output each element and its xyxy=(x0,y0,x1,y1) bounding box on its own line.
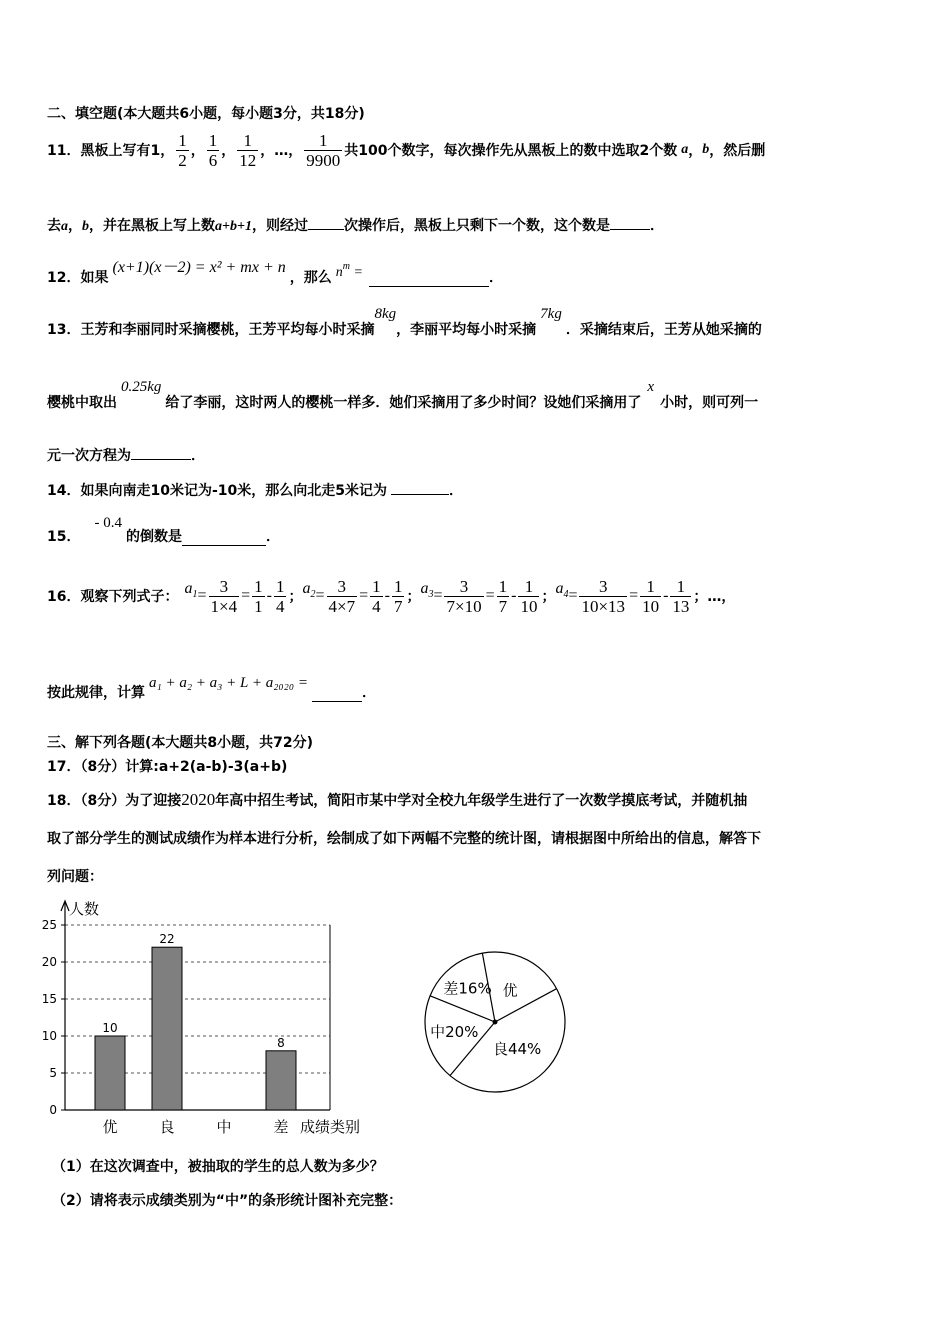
question-text: 王芳和李丽同时采摘樱桃，王芳平均每小时采摘 xyxy=(80,322,375,338)
separator: ， xyxy=(221,143,236,159)
separator: ， xyxy=(190,143,205,159)
var-b: b xyxy=(702,142,710,157)
value-0.25kg: 0.25kg xyxy=(121,379,162,395)
question-text: 如果向南走10米记为-10米，那么向北走5米记为 xyxy=(80,483,387,499)
comma: ， xyxy=(68,218,82,234)
bar-data-label: 10 xyxy=(102,1021,118,1035)
period: ． xyxy=(361,685,376,701)
sum-expression: a₁ + a₂ + a₃ + L + a₂₀₂₀ = xyxy=(149,675,308,691)
section-2-heading: 二、填空题(本大题共6小题，每小题3分，共18分) xyxy=(47,106,365,122)
bar-data-label: 8 xyxy=(277,1035,285,1050)
var-a: a xyxy=(61,219,68,234)
expression: a+b+1 xyxy=(215,219,252,234)
question-12 xyxy=(47,253,503,287)
question-11-line-2 xyxy=(47,215,664,235)
bar-chart xyxy=(40,895,385,1140)
x-axis-label: 成绩类别 xyxy=(300,1118,361,1136)
question-text: 给了李丽，这时两人的樱桃一样多．她们采摘用了多少时间？设她们采摘用了 xyxy=(165,395,642,411)
pie-slice-label: 差16% xyxy=(443,979,492,998)
value-7kg: 7kg xyxy=(540,306,562,322)
answer-blank[interactable] xyxy=(610,215,650,230)
comma: ， xyxy=(688,143,703,159)
question-text: 按此规律，计算 xyxy=(47,685,145,701)
question-text: 元一次方程为 xyxy=(47,448,131,464)
period: ． xyxy=(191,448,205,464)
question-text: 樱桃中取出 xyxy=(47,395,117,411)
fraction: $\frac{1}{12}$ xyxy=(239,130,257,170)
period: ． xyxy=(649,218,664,234)
question-text: （8分）为了迎接 xyxy=(80,793,182,809)
question-13 xyxy=(47,305,762,339)
ellipsis: ；…， xyxy=(693,589,736,605)
fraction: $\frac{1}{9900}$ xyxy=(306,130,341,170)
var-x: x xyxy=(647,379,655,395)
value-negative-0.4: - 0.4 xyxy=(94,515,122,531)
sequence-term-1: $a_1$ = $\frac{3}{1\times 4}$ = $\frac{1}{1}$ - $\frac{1}{4}$ ； xyxy=(184,576,303,616)
question-11 xyxy=(47,128,765,172)
pie-chart xyxy=(420,940,570,1100)
question-18-line-3: 列问题： xyxy=(47,869,103,885)
question-text: ．采摘结束后，王芳从她采摘的 xyxy=(565,322,762,338)
question-text: ，李丽平均每小时采摘 xyxy=(396,322,537,338)
question-text: 观察下列式子： xyxy=(80,589,179,605)
y-axis-label: 人数 xyxy=(69,900,100,918)
question-15 xyxy=(47,512,280,546)
bar-data-label: 22 xyxy=(159,932,175,947)
question-14 xyxy=(47,480,463,500)
question-text: ，并在黑板上写上数 xyxy=(89,218,215,234)
question-text: 去 xyxy=(47,218,61,234)
question-number: 14． xyxy=(47,483,81,499)
fraction: $\frac{1}{2}$ xyxy=(178,130,187,170)
answer-blank[interactable] xyxy=(182,531,266,546)
y-tick-label: 15 xyxy=(41,992,57,1006)
pie-center xyxy=(493,1020,498,1025)
question-text: 小时，则可列一 xyxy=(660,395,759,411)
question-number: 17． xyxy=(47,759,81,775)
question-17 xyxy=(47,756,287,776)
bar xyxy=(152,947,182,1110)
question-13-line-3 xyxy=(47,445,205,465)
y-tick-label: 0 xyxy=(49,1103,57,1117)
x-tick-label: 中 xyxy=(216,1118,232,1136)
x-tick-label: 差 xyxy=(273,1118,289,1136)
year: 2020 xyxy=(181,790,216,809)
pie-slice-label: 优 xyxy=(502,981,518,1000)
pie-slice-label: 良44% xyxy=(492,1040,542,1059)
question-18-sub-1: （1）在这次调查中，被抽取的学生的总人数为多少？ xyxy=(52,1159,384,1175)
value-8kg: 8kg xyxy=(374,306,397,322)
answer-blank[interactable] xyxy=(391,480,449,495)
answer-blank[interactable] xyxy=(369,272,489,287)
x-tick-label: 优 xyxy=(102,1118,118,1136)
period: ． xyxy=(488,270,503,286)
bar xyxy=(95,1036,125,1110)
y-tick-label: 5 xyxy=(49,1066,57,1080)
question-16-line-2 xyxy=(47,668,376,702)
sequence-term-4: $a_4$ = $\frac{3}{10\times 13}$ = $\frac{1}{10}$ - $\frac{1}{13}$ xyxy=(555,576,690,616)
power-expression: $n^m$ = xyxy=(335,261,363,280)
question-18-line-2: 取了部分学生的测试成绩作为样本进行分析，绘制成了如下两幅不完整的统计图，请根据图中所给出的信息，解答下 xyxy=(47,831,761,847)
question-text: ，则经过 xyxy=(251,218,308,234)
bar xyxy=(266,1051,296,1110)
pie-slice-label: 中20% xyxy=(430,1023,479,1042)
question-text: 如果 xyxy=(80,270,109,286)
x-tick-label: 良 xyxy=(159,1118,175,1136)
question-number: 18． xyxy=(47,793,81,809)
section-3-heading: 三、解下列各题(本大题共8小题，共72分) xyxy=(47,735,314,751)
question-number: 12． xyxy=(47,270,81,286)
question-text: 年高中招生考试，简阳市某中学对全校九年级学生进行了一次数学摸底考试，并随机抽 xyxy=(215,793,748,809)
question-text: ，然后删 xyxy=(709,143,766,159)
question-text: 的倒数是 xyxy=(125,529,182,545)
question-13-line-2 xyxy=(47,378,758,412)
question-text: ，那么 xyxy=(289,270,332,286)
var-a: a xyxy=(681,142,689,157)
question-number: 15． xyxy=(47,529,81,545)
question-text: （8分）计算:a+2(a-b)-3(a+b) xyxy=(80,759,288,775)
y-tick-label: 10 xyxy=(41,1029,57,1043)
var-b: b xyxy=(82,219,89,234)
question-text: 共100个数字，每次操作先从黑板上的数中选取2个数 xyxy=(344,143,678,159)
fraction: $\frac{1}{6}$ xyxy=(208,130,218,170)
question-18 xyxy=(47,790,747,810)
y-tick-label: 25 xyxy=(41,918,57,932)
sequence-term-3: $a_3$ = $\frac{3}{7\times 10}$ = $\frac{1}{7}$ - $\frac{1}{10}$ ； xyxy=(420,576,556,616)
answer-blank[interactable] xyxy=(312,687,362,702)
question-number: 13． xyxy=(47,322,81,338)
ellipsis: ，…， xyxy=(260,143,303,159)
y-tick-label: 20 xyxy=(41,955,57,969)
question-18-sub-2: （2）请将表示成绩类别为“中”的条形统计图补充完整： xyxy=(52,1193,403,1209)
question-16 xyxy=(47,574,735,618)
answer-blank[interactable] xyxy=(131,445,191,460)
sequence-term-2: $a_2$ = $\frac{3}{4\times 7}$ = $\frac{1}{4}$ - $\frac{1}{7}$ ； xyxy=(302,576,421,616)
period: ． xyxy=(265,529,280,545)
question-text: 次操作后，黑板上只剩下一个数，这个数是 xyxy=(343,218,610,234)
question-text: 黑板上写有1， xyxy=(80,143,175,159)
period: ． xyxy=(449,483,463,499)
answer-blank[interactable] xyxy=(308,215,344,230)
question-number: 16． xyxy=(47,589,81,605)
equation: (x+1)(x－2) = x² + mx + n xyxy=(112,259,286,276)
question-number: 11． xyxy=(47,143,81,159)
